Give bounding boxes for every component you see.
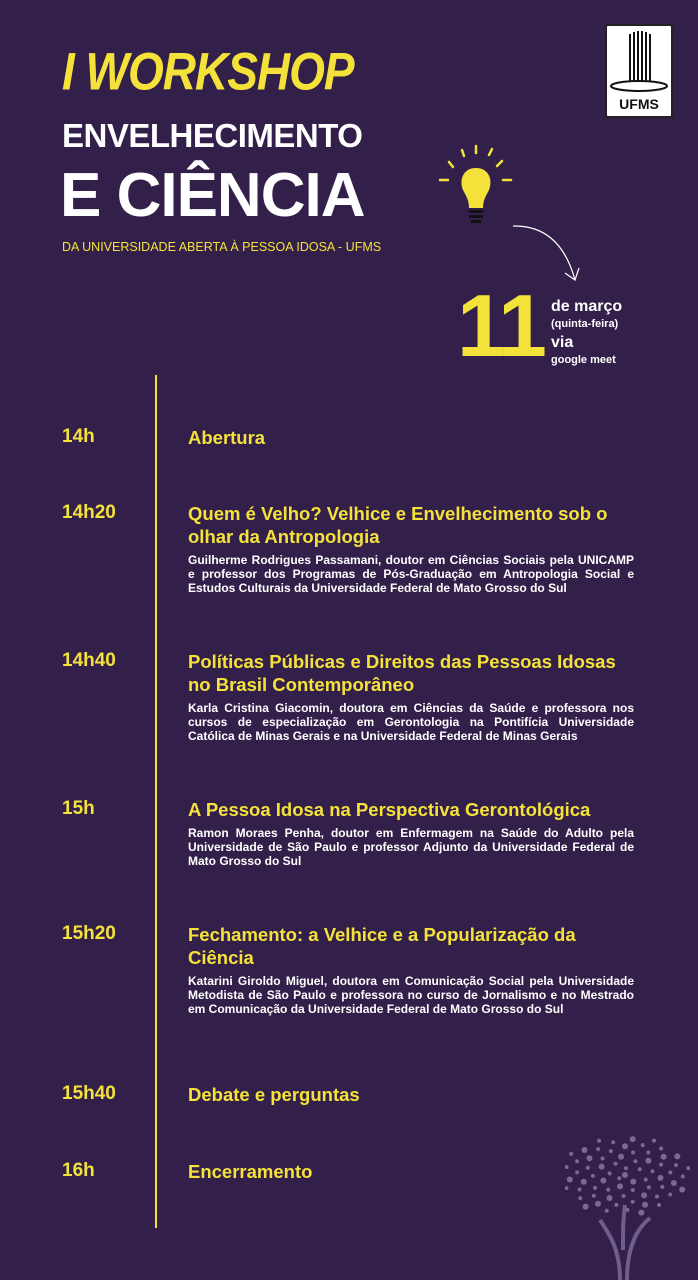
tree-dot [622, 1172, 628, 1178]
tree-dot [575, 1170, 579, 1174]
tree-dot [661, 1154, 667, 1160]
tree-dot [622, 1194, 626, 1198]
tree-dot [657, 1175, 663, 1181]
title-line-2: E CIÊNCIA [60, 161, 365, 230]
schedule-item [188, 426, 634, 449]
schedule-title: Debate e perguntas [188, 1084, 360, 1105]
schedule-time: 14h20 [62, 502, 116, 523]
schedule-time: 15h [62, 798, 95, 819]
tree-dot [581, 1179, 587, 1185]
tree-dot [586, 1166, 590, 1170]
schedule-time: 14h [62, 426, 95, 447]
tree-dot [679, 1187, 685, 1193]
tree-dot [605, 1209, 609, 1213]
tree-dot [630, 1136, 636, 1142]
schedule-time: 16h [62, 1160, 95, 1181]
schedule-row [62, 426, 634, 502]
tree-dot [633, 1159, 637, 1163]
tree-icon [565, 1130, 690, 1280]
tree-dot [567, 1176, 573, 1182]
tree-dot [593, 1186, 597, 1190]
schedule-time: 15h40 [62, 1083, 116, 1104]
tree-dot [671, 1180, 677, 1186]
schedule-row [62, 650, 634, 798]
tree-dot [650, 1169, 654, 1173]
tree-dot [624, 1166, 628, 1170]
tree-dot [659, 1146, 663, 1150]
tree-dot [617, 1176, 621, 1180]
tree-dot [646, 1150, 650, 1154]
schedule-title: Políticas Públicas e Direitos das Pessoas Idosas no Brasil Contemporâneo [188, 651, 616, 695]
event-month: de março [551, 298, 623, 315]
tree-dot [638, 1210, 644, 1216]
tree-dot [674, 1163, 678, 1167]
schedule-item [188, 502, 634, 595]
tree-dot [625, 1208, 629, 1212]
tree-dot [674, 1153, 680, 1159]
tree-dot [641, 1192, 647, 1198]
tree-dot [668, 1192, 672, 1196]
tree-dot [578, 1188, 582, 1192]
tree-dot [575, 1159, 579, 1163]
lightbulb-icon [435, 140, 595, 290]
schedule-time: 15h20 [62, 923, 116, 944]
ufms-logo [605, 24, 673, 118]
tree-dot [630, 1179, 636, 1185]
tree-dot [647, 1185, 651, 1189]
logo-text: UFMS [619, 96, 659, 112]
tree-dot [631, 1188, 635, 1192]
schedule-title: Abertura [188, 427, 266, 448]
speaker-description: Ramon Moraes Penha, doutor em Enfermagem na Saúde do Adulto pela Universidade de São Paulo e professor Adjunto da Universidade Federal de Mato Grosso do Sul [188, 826, 634, 868]
tree-dot [655, 1195, 659, 1199]
tree-dot [659, 1163, 663, 1167]
schedule-item [188, 1083, 634, 1106]
tree-dot [617, 1183, 623, 1189]
schedule [62, 426, 634, 1190]
tree-dot [631, 1151, 635, 1155]
tree-dot [569, 1152, 573, 1156]
tree-dot [606, 1188, 610, 1192]
tree-dot [614, 1203, 618, 1207]
tree-dot [565, 1186, 568, 1190]
tree-dot [631, 1200, 635, 1204]
schedule-title: A Pessoa Idosa na Perspectiva Gerontológica [188, 799, 591, 820]
tree-dot [601, 1157, 605, 1161]
tree-dot [613, 1162, 617, 1166]
tree-dot [641, 1143, 645, 1147]
event-day: 11 [456, 276, 544, 375]
tree-dot [611, 1140, 615, 1144]
tree-dot [609, 1149, 613, 1153]
schedule-time: 14h40 [62, 650, 116, 671]
schedule-item [188, 650, 634, 743]
tree-dot [599, 1164, 605, 1170]
tree-dot [586, 1155, 592, 1161]
subtitle: DA UNIVERSIDADE ABERTA À PESSOA IDOSA - UFMS [62, 240, 382, 254]
tree-dot [595, 1201, 601, 1207]
speaker-description: Guilherme Rodrigues Passamani, doutor em Ciências Sociais pela UNICAMP e professor dos Programas de Pós-Graduação em Antropologia Social e Estudos Culturais da Universidade Federal de Mato Grosso do Sul [188, 553, 634, 595]
title-line-1: ENVELHECIMENTO [62, 117, 363, 154]
event-via: via [551, 334, 574, 351]
tree-dot [642, 1202, 648, 1208]
tree-dot [591, 1174, 595, 1178]
schedule-row [62, 923, 634, 1083]
tree-dot [668, 1171, 672, 1175]
schedule-row [62, 1083, 634, 1160]
tree-dot [597, 1139, 601, 1143]
tree-dot [606, 1195, 612, 1201]
schedule-row [62, 1160, 634, 1190]
speaker-description: Karla Cristina Giacomin, doutora em Ciências da Saúde e professora nos cursos de especialização em Gerontologia na Pontifícia Universidade Católica de Minas Gerais e na Universidade Federal de Minas Gerais [188, 701, 634, 743]
tree-dot [681, 1175, 685, 1179]
tree-dot [686, 1166, 690, 1170]
tree-dot [583, 1204, 589, 1210]
schedule-title: Fechamento: a Velhice e a Popularização da Ciência [188, 924, 576, 968]
building-icon [607, 28, 671, 98]
tree-dot [618, 1154, 624, 1160]
tree-dot [644, 1178, 648, 1182]
tree-dot [638, 1167, 642, 1171]
schedule-row [62, 798, 634, 923]
event-platform: google meet [551, 354, 616, 366]
tree-dot [657, 1203, 661, 1207]
tree-dot [645, 1158, 651, 1164]
tree-dot [600, 1178, 606, 1184]
speaker-description: Katarini Giroldo Miguel, doutora em Comunicação Social pela Universidade Metodista de São Paulo e professora no curso de Jornalismo e no Mestrado em Comunicação da Universidade Federal de Mato Grosso do Sul [188, 974, 634, 1016]
schedule-title: Quem é Velho? Velhice e Envelhecimento sob o olhar da Antropologia [188, 503, 608, 547]
tree-dot [652, 1139, 656, 1143]
tree-dot [622, 1143, 628, 1149]
tree-dot [660, 1185, 664, 1189]
schedule-row [62, 502, 634, 650]
schedule-item [188, 923, 634, 1016]
schedule-item [188, 798, 634, 868]
tree-dot [578, 1196, 582, 1200]
event-weekday: (quinta-feira) [551, 318, 619, 330]
workshop-label: I WORKSHOP [62, 41, 354, 101]
schedule-title: Encerramento [188, 1161, 313, 1182]
tree-dot [596, 1147, 600, 1151]
tree-dot [608, 1171, 612, 1175]
tree-dot [592, 1194, 596, 1198]
tree-dot [565, 1165, 569, 1169]
tree-dot [581, 1147, 587, 1153]
